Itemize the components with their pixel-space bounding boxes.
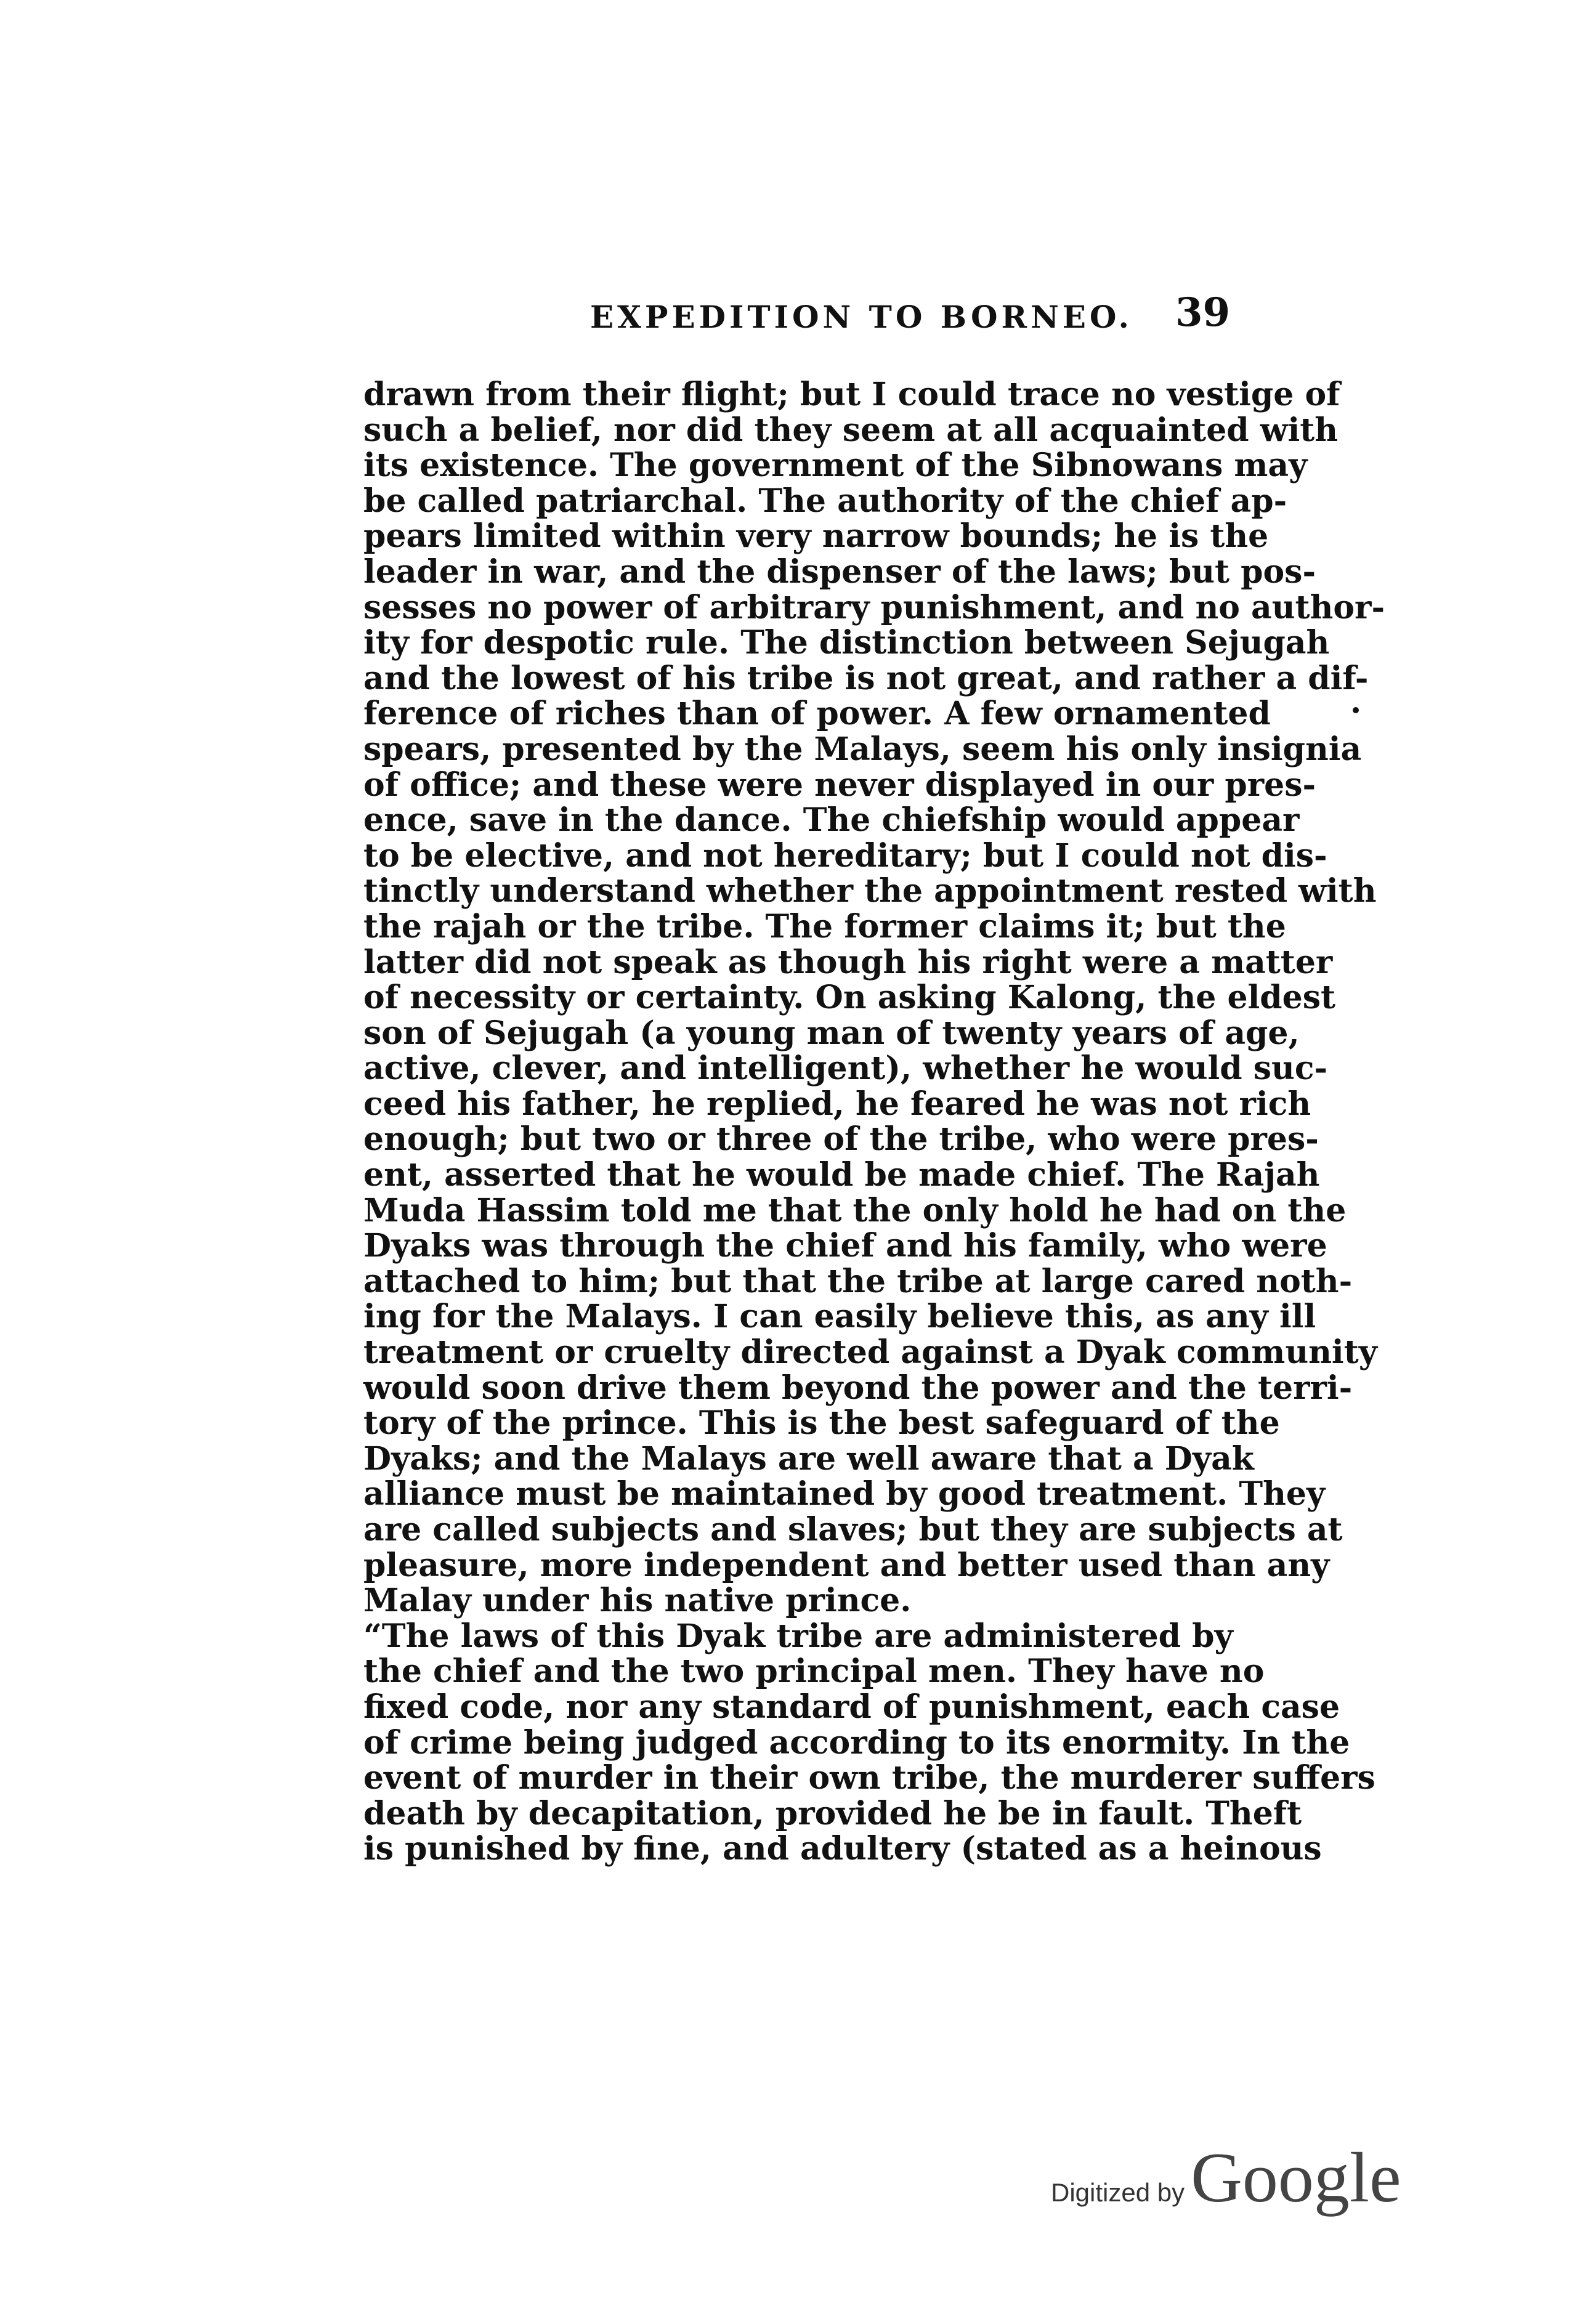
text-line: fixed code, nor any standard of punishment, each case <box>363 1688 1340 1726</box>
text-line: to be elective, and not hereditary; but I could not dis- <box>363 836 1327 875</box>
text-line: are called subjects and slaves; but they are subjects at <box>363 1511 1343 1548</box>
text-line: Dyaks was through the chief and his family, who were <box>363 1227 1327 1265</box>
text-line: the rajah or the tribe. The former claims it; but the <box>363 907 1286 945</box>
body-text <box>363 376 1385 1868</box>
text-line: Muda Hassim told me that the only hold he had on the <box>363 1191 1347 1229</box>
text-line: tory of the prince. This is the best safeguard of the <box>363 1404 1280 1443</box>
text-line: would soon drive them beyond the power and the terri- <box>363 1369 1353 1407</box>
page-number: 39 <box>1175 289 1231 336</box>
text-line: of necessity or certainty. On asking Kalong, the eldest <box>363 979 1336 1017</box>
text-line: son of Sejugah (a young man of twenty years of age, <box>363 1014 1300 1052</box>
text-line: treatment or cruelty directed against a Dyak community <box>363 1334 1377 1372</box>
google-logo: Google <box>1191 2139 1401 2217</box>
text-line: sesses no power of arbitrary punishment, and no author- <box>363 588 1385 626</box>
running-title: EXPEDITION TO BORNEO. <box>590 299 1133 335</box>
text-line: latter did not speak as though his right were a matter <box>363 943 1333 981</box>
text-line: spears, presented by the Malays, seem his only insignia <box>363 730 1362 768</box>
text-line: ference of riches than of power. A few ornamented <box>363 695 1271 733</box>
text-line: the chief and the two principal men. They have no <box>363 1653 1265 1691</box>
ink-speck <box>1353 707 1359 713</box>
text-line: active, clever, and intelligent), whether he would suc- <box>363 1050 1328 1088</box>
text-line: and the lowest of his tribe is not great, and rather a dif- <box>363 659 1369 697</box>
text-line: death by decapitation, provided he be in fault. Theft <box>363 1794 1302 1832</box>
digitized-watermark <box>1051 2137 1401 2219</box>
text-line: pleasure, more independent and better used than any <box>363 1546 1330 1584</box>
text-line: is punished by fine, and adultery (stated as a heinous <box>363 1830 1322 1868</box>
text-line: of crime being judged according to its enormity. In the <box>363 1723 1350 1762</box>
text-line: ity for despotic rule. The distinction between Sejugah <box>363 624 1330 662</box>
text-line: of office; and these were never displayed in our pres- <box>363 766 1316 804</box>
text-line: Dyaks; and the Malays are well aware that a Dyak <box>363 1439 1254 1478</box>
text-line: “The laws of this Dyak tribe are administered by <box>363 1617 1233 1655</box>
text-line: Malay under his native prince. <box>363 1582 912 1620</box>
digitized-by-label: Digitized by <box>1051 2178 1185 2207</box>
text-line: tinctly understand whether the appointment rested with <box>363 872 1377 910</box>
text-line: event of murder in their own tribe, the murderer suffers <box>363 1759 1375 1797</box>
text-line: attached to him; but that the tribe at large cared noth- <box>363 1262 1353 1300</box>
text-line: ceed his father, he replied, he feared he was not rich <box>363 1085 1311 1123</box>
text-line: ent, asserted that he would be made chief. The Rajah <box>363 1156 1320 1194</box>
text-line: ing for the Malays. I can easily believe this, as any ill <box>363 1298 1316 1336</box>
text-line: such a belief, nor did they seem at all acquainted with <box>363 411 1339 449</box>
text-line: be called patriarchal. The authority of the chief ap- <box>363 482 1287 520</box>
text-line: alliance must be maintained by good treatment. They <box>363 1475 1326 1513</box>
text-line: ence, save in the dance. The chiefship would appear <box>363 801 1300 840</box>
text-line: drawn from their flight; but I could trace no vestige of <box>363 376 1340 413</box>
text-line: enough; but two or three of the tribe, who were pres- <box>363 1120 1319 1159</box>
text-line: pears limited within very narrow bounds; he is the <box>363 517 1269 556</box>
text-line: leader in war, and the dispenser of the laws; but pos- <box>363 552 1316 591</box>
text-line: its existence. The government of the Sibnowans may <box>363 447 1308 485</box>
